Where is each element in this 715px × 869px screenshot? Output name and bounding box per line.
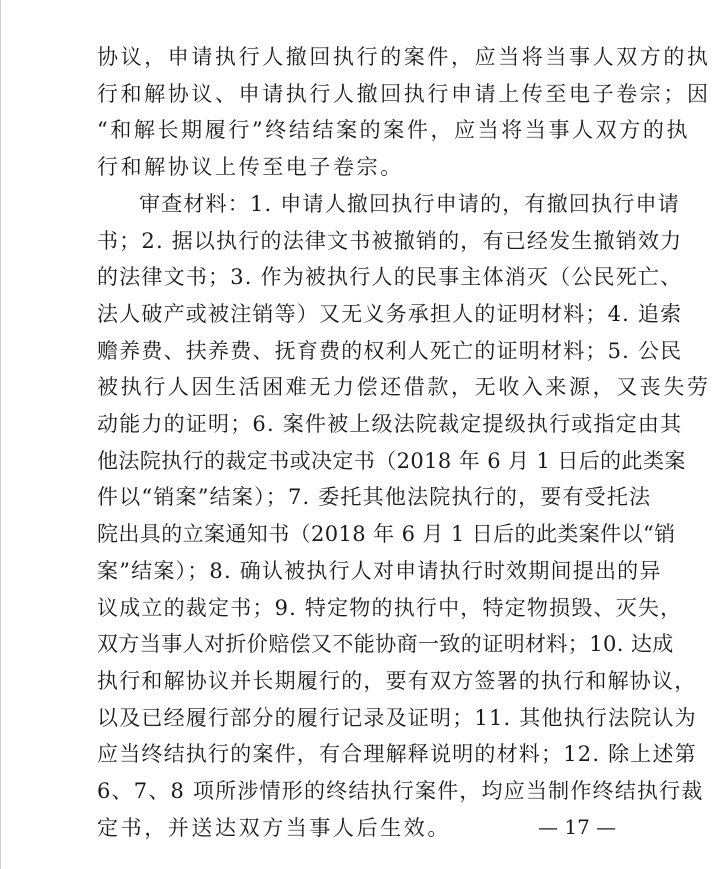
text-line: 应当终结执行的案件，有合理解释说明的材料；12. 除上述第 <box>97 742 697 767</box>
text-line: 的法律文书；3. 作为被执行人的民事主体消灭（公民死亡、 <box>97 265 683 290</box>
text-line: 院出具的立案通知书（2018 年 6 月 1 日后的此类案件以“销 <box>97 522 676 547</box>
text-line: 他法院执行的裁定书或决定书（2018 年 6 月 1 日后的此类案 <box>97 448 686 473</box>
page-number: — 17 — <box>538 815 617 839</box>
text-line: 定书，并送达双方当事人后生效。 <box>97 815 451 840</box>
text-line: 行和解协议上传至电子卷宗。 <box>97 155 404 180</box>
text-line: 以及已经履行部分的履行记录及证明；11. 其他执行法院认为 <box>97 705 697 730</box>
text-line: 双方当事人对折价赔偿又不能协商一致的证明材料；10. 达成 <box>97 632 674 657</box>
text-line: 被执行人因生活困难无力偿还借款，无收入来源，又丧失劳 <box>97 375 711 400</box>
text-line: 赡养费、扶养费、抚育费的权利人死亡的证明材料；5. 公民 <box>97 338 683 363</box>
text-line: 书；2. 据以执行的法律文书被撤销的，有已经发生撤销效力 <box>97 228 683 253</box>
text-line: 协议，申请执行人撤回执行的案件，应当将当事人双方的执 <box>97 45 711 69</box>
text-line: 议成立的裁定书；9. 特定物的执行中，特定物损毁、灭失， <box>97 595 683 620</box>
text-line: “和解长期履行”终结结案的案件，应当将当事人双方的执 <box>97 118 691 143</box>
text-line: 案”结案）；8. 确认被执行人对申请执行时效期间提出的异 <box>97 558 662 583</box>
text-line: 件以“销案”结案）；7. 委托其他法院执行的，要有受托法 <box>97 485 652 510</box>
text-line: 6、7、8 项所涉情形的终结执行案件，均应当制作终结执行裁 <box>97 779 704 803</box>
text-line: 动能力的证明；6. 案件被上级法院裁定提级执行或指定由其 <box>97 412 683 436</box>
page-edge-divider <box>0 0 1 869</box>
text-line: 执行和解协议并长期履行的，要有双方签署的执行和解协议， <box>97 668 697 693</box>
text-line: 行和解协议、申请执行人撤回执行申请上传至电子卷宗；因 <box>97 81 711 106</box>
text-line: 审查材料：1. 申请人撤回执行申请的，有撤回执行申请 <box>139 191 680 216</box>
text-line: 法人破产或被注销等）又无义务承担人的证明材料；4. 追索 <box>97 301 683 326</box>
